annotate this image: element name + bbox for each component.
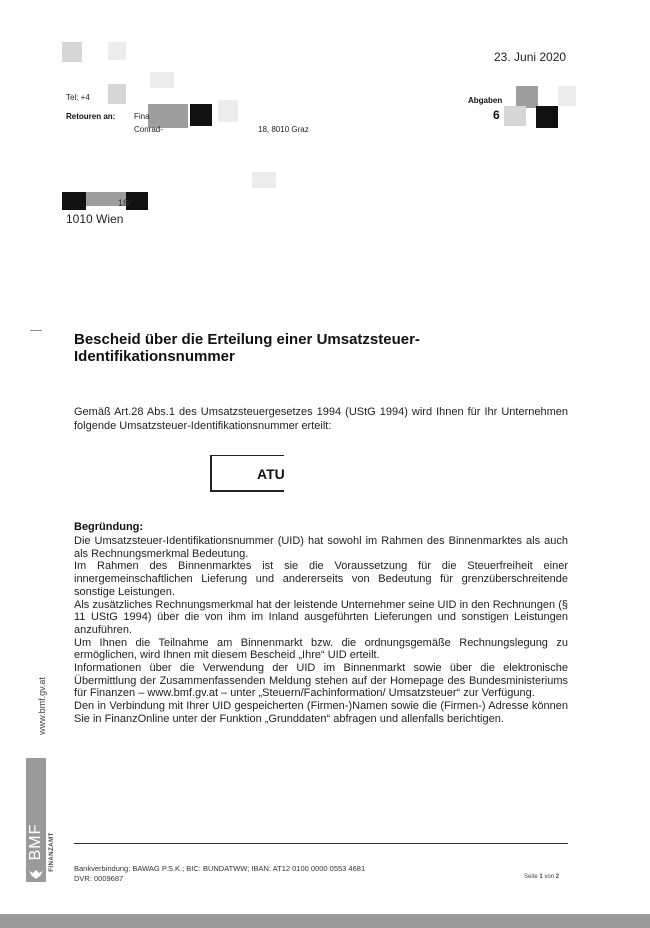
page-separator: von [544,874,555,880]
reason-body [74,535,568,726]
page-current: 1 [539,874,543,880]
bank-details: Bankverbindung: BAWAG P.S.K.; BIC: BUNDATWW; IBAN: AT12 0100 0000 0553 4681 [74,864,366,873]
redaction-blur [108,42,126,60]
redaction-blur [108,84,126,104]
intro-paragraph: Gemäß Art.28 Abs.1 des Umsatzsteuergesetzes 1994 (UStG 1994) wird Ihnen für Ihr Unternehmen folgende Umsatzsteuer-Identifikationsnummer erteilt: [74,406,568,432]
document-title: Bescheid über die Erteilung einer Umsatzsteuer-Identifikationsnummer [74,331,420,365]
page-total: 2 [555,874,560,880]
bmf-logo: BMF [27,823,44,861]
redaction-blur [252,172,276,188]
returns-label: Retouren an: [66,112,116,121]
redaction-blur [558,86,576,106]
returns-line-2: Conrad- [134,125,163,134]
dvr-number: DVR: 0009687 [74,874,124,883]
redaction-blur [150,72,174,88]
redaction-block [62,192,86,210]
redaction-blur [504,106,526,126]
redaction-blur [218,100,238,122]
reason-paragraph: Informationen über die Verwendung der UID im Binnenmarkt sowie über die elektronische Übermittlung der Zusammenfassenden Meldung stehen auf der Homepage des Bundesministeriums für Finanzen – www.bmf.gv.at – unter „Steuern/Fachinformation/ Umsatzsteuer“ zur Verfügung. [74,662,568,700]
redaction-blur [62,42,82,62]
letter-date: 23. Juni 2020 [494,50,567,64]
reason-paragraph: Um Ihnen die Teilnahme am Binnenmarkt bzw. die ordnungsgemäße Rechnungslegung zu ermöglichen, wird Ihnen mit diesem Bescheid „Ihre“ UID erteilt. [74,636,568,662]
recipient-city: 1010 Wien [66,212,124,226]
returns-line-1: Fina [134,112,150,121]
tax-number-value: 6 [493,108,500,122]
uid-value: ATU [257,466,285,482]
reason-paragraph: Im Rahmen des Binnenmarktes ist sie die Voraussetzung für die Steuerfreiheit einer innergemeinschaftlichen Lieferung und andererseits von Bedeutung für grenzüberschreitende sonstige Leistungen. [74,560,568,598]
recipient-street: 18/ [118,198,131,208]
redaction-block [536,106,558,128]
page-number [524,874,559,880]
tax-number-label: Abgaben [468,96,503,105]
footer-divider [74,843,568,844]
bmf-logo-strip [26,758,46,882]
viewer-bottom-bar [0,914,650,928]
reason-paragraph: Den in Verbindung mit Ihrer UID gespeicherten (Firmen-)Namen sowie die (Firmen-) Adresse können Sie in FinanzOnline unter der Funktion „Grunddaten“ abfragen und allenfalls berichtigen. [74,700,568,725]
returns-address: 18, 8010 Graz [258,125,309,134]
redaction-block [190,104,212,126]
phone-line: Tel: +4 [66,93,90,102]
reason-paragraph: Die Umsatzsteuer-Identifikationsnummer (UID) hat sowohl im Rahmen des Binnenmarktes als auch als Rechnungsmerkmal Bedeutung. [74,535,568,560]
page-prefix: Seite [524,874,538,880]
fold-mark [30,330,42,331]
reason-heading: Begründung: [74,521,144,533]
finanzamt-label: FINANZAMT [49,832,55,872]
bmf-url: www.bmf.gv.at [37,677,47,735]
redaction-blur [516,86,538,108]
reason-paragraph: Als zusätzliches Rechnungsmerkmal hat der leistende Unternehmer seine UID in den Rechnungen (§ 11 UStG 1994) über die von ihm im Inland ausgeführten Lieferungen und sonstigen Leistungen anzuführen. [74,598,568,636]
eagle-icon [28,868,44,880]
